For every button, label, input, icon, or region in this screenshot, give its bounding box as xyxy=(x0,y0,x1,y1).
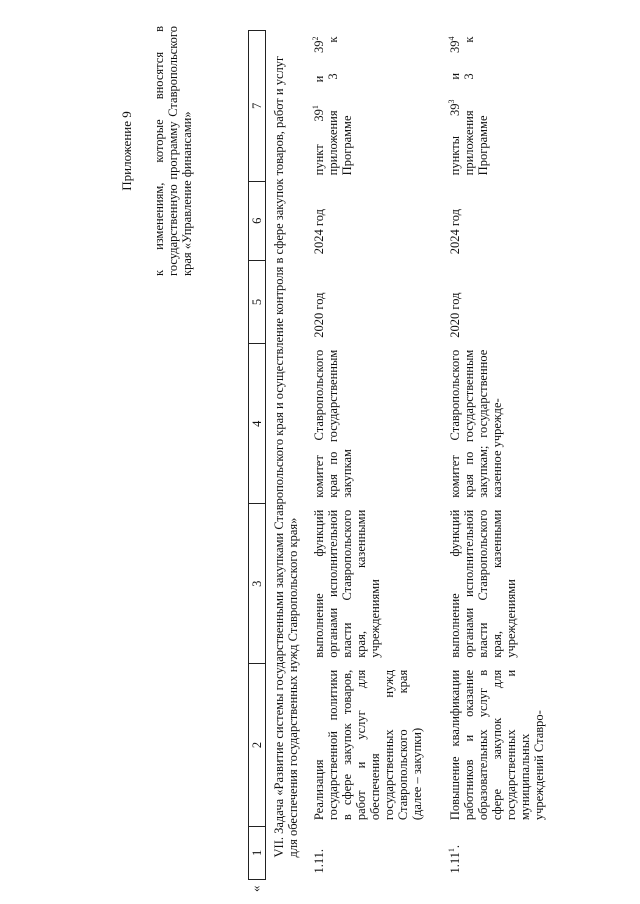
table-header-row xyxy=(249,31,266,880)
row-link: пункт $39^1$ и $39^2$ приложения 3 к Программе xyxy=(310,36,354,176)
row-end: 2024 год xyxy=(448,208,462,255)
row-responsible: комитет Ставропольского края по государственным закупкам xyxy=(312,349,354,498)
row-number: 1.11$^1$. xyxy=(446,844,462,874)
column-header: 2 xyxy=(249,664,266,826)
table-row xyxy=(426,31,548,880)
column-header: 4 xyxy=(249,344,266,504)
column-header: 3 xyxy=(249,504,266,664)
appendix-text: к изменениям, которые вносятся в государственную программу Ставропольского края «Управление финансами» xyxy=(152,26,194,276)
row-start: 2020 год xyxy=(448,292,462,338)
column-header: 7 xyxy=(249,31,266,182)
appendix-header xyxy=(120,26,194,276)
row-executor: выполнение функций органами исполнительной власти Ставропольского края, казенными учреждениями xyxy=(312,509,382,658)
row-number: 1.11. xyxy=(312,848,326,874)
column-header: 5 xyxy=(249,260,266,344)
appendix-title: Приложение 9 xyxy=(119,111,134,191)
row-end: 2024 год xyxy=(312,208,326,255)
program-table xyxy=(248,30,548,880)
row-responsible: комитет Ставропольского края по государственным закупкам; государственное казенное учрежде- xyxy=(448,349,504,498)
section-title: VII. Задача «Развитие системы государственными закупками Ставропольского края и осуществление контроля в сфере закупок товаров, работ и услуг для обеспечения государственных нужд Ставропольского края» xyxy=(272,55,300,858)
opening-quote: « xyxy=(248,885,263,892)
table-row xyxy=(310,31,426,880)
column-header: 6 xyxy=(249,181,266,260)
row-name: Реализация государственной политики в сфере закупок товаров, работ и услуг для обеспечения государственных нужд Ставропольского края (далее – закупки) xyxy=(312,669,424,821)
row-start: 2020 год xyxy=(312,292,326,338)
row-executor: выполнение функций органами исполнительной власти Ставропольского края, казенными учреждениями xyxy=(448,509,518,658)
section-row xyxy=(266,31,311,880)
column-header: 1 xyxy=(249,826,266,879)
row-name: Повышение квалификации работников и оказание образовательных услуг в сфере закупок для государственных и муниципальных учреждений Ставро- xyxy=(448,669,546,821)
row-link: пункты $39^3$ и $39^4$ приложения 3 к Программе xyxy=(446,36,490,176)
